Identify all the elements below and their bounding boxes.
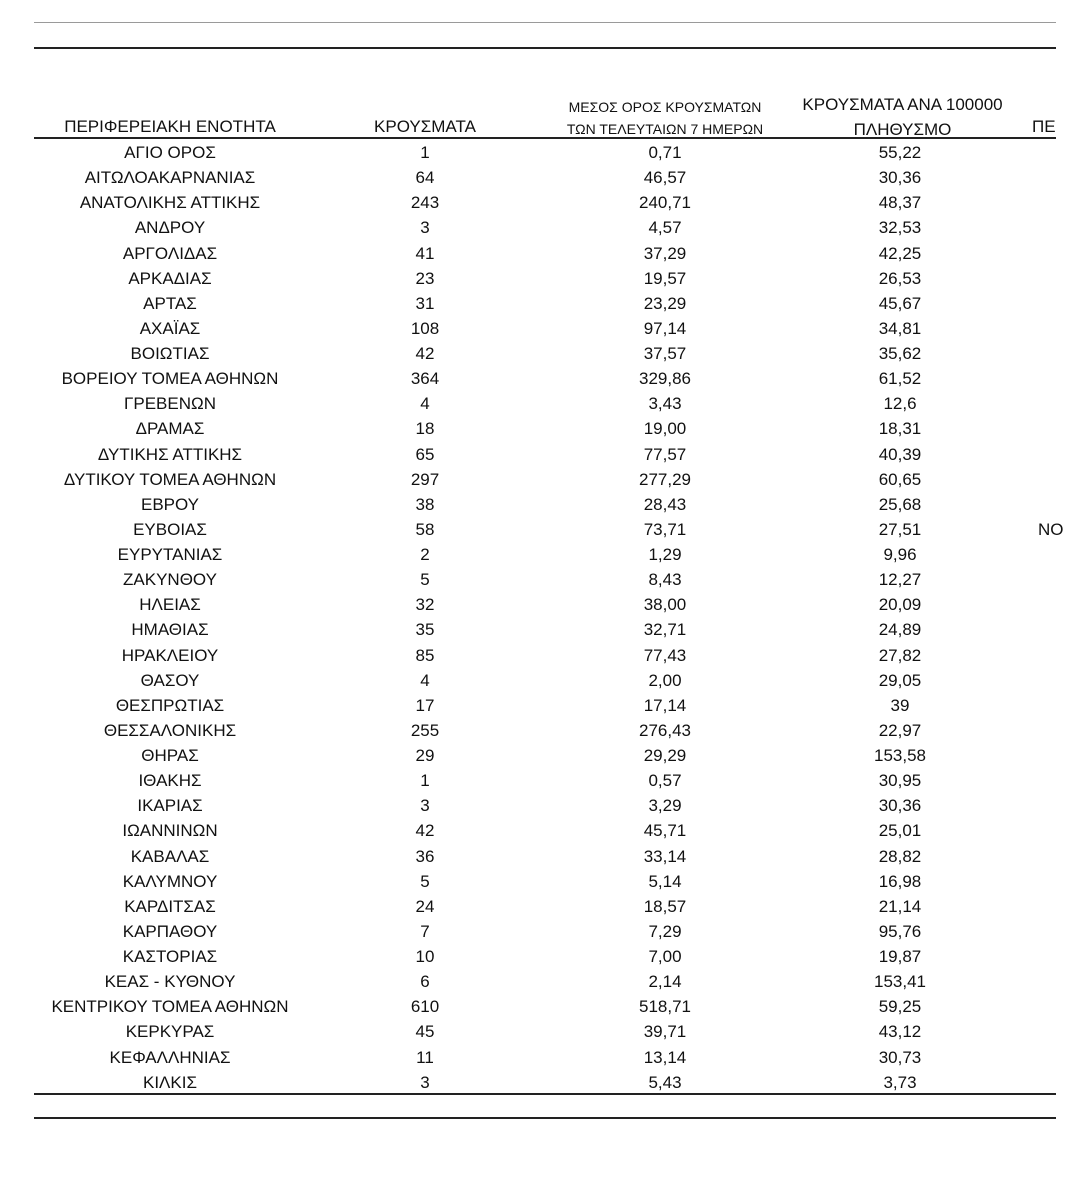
table-row [0, 467, 1056, 492]
region-cell: ΗΡΑΚΛΕΙΟΥ [121, 645, 219, 665]
average-cell: 32,71 [643, 620, 687, 640]
cases-cell: 364 [410, 369, 440, 389]
table-row [0, 266, 1056, 291]
average-cell: 97,14 [643, 318, 687, 338]
per-100k-cell: 43,12 [878, 1022, 922, 1042]
per-100k-cell: 35,62 [878, 344, 922, 363]
table-row [0, 668, 1056, 693]
cases-cell: 85 [415, 645, 435, 665]
region-cell: ΘΗΡΑΣ [141, 746, 199, 765]
average-cell: 37,57 [643, 344, 687, 363]
table-row [0, 919, 1056, 944]
table-row [0, 140, 1056, 165]
table-row [0, 366, 1056, 391]
per-100k-cell: 12,6 [883, 394, 917, 414]
region-cell: ΑΙΤΩΛΟΑΚΑΡΝΑΝΙΑΣ [84, 168, 256, 188]
table-row [0, 1045, 1056, 1070]
table-row [0, 1070, 1056, 1095]
per-100k-cell: 59,25 [878, 997, 922, 1017]
per-100k-cell: 30,73 [878, 1047, 922, 1067]
average-cell: 240,71 [639, 193, 691, 213]
average-cell: 13,14 [643, 1047, 687, 1067]
region-cell: ΔΡΑΜΑΣ [135, 419, 205, 439]
region-cell: ΔΥΤΙΚΗΣ ΑΤΤΙΚΗΣ [97, 444, 243, 464]
average-cell: 45,71 [643, 821, 687, 841]
cases-cell: 11 [416, 1047, 434, 1067]
cases-cell: 1 [420, 771, 430, 791]
per-100k-cell: 60,65 [878, 469, 922, 489]
per-100k-cell: 153,41 [874, 972, 926, 992]
table-row [0, 643, 1056, 668]
per-100k-cell: 30,95 [878, 771, 922, 791]
table-row [0, 592, 1056, 617]
table-row [0, 869, 1056, 894]
average-cell: 46,57 [643, 168, 687, 188]
per-100k-cell: 21,14 [878, 896, 922, 916]
table-row [0, 969, 1056, 994]
average-cell: 0,71 [648, 143, 682, 162]
region-cell: ΚΕΝΤΡΙΚΟΥ ΤΟΜΕΑ ΑΘΗΝΩΝ [51, 997, 289, 1017]
region-cell: ΑΓΙΟ ΟΡΟΣ [124, 143, 216, 162]
region-cell: ΓΡΕΒΕΝΩΝ [124, 394, 216, 414]
per-100k-cell: 27,51 [878, 519, 922, 539]
region-cell: ΚΕΦΑΛΛΗΝΙΑΣ [109, 1047, 231, 1067]
average-cell: 23,29 [643, 293, 687, 313]
region-cell: ΒΟΡΕΙΟΥ ΤΟΜΕΑ ΑΘΗΝΩΝ [61, 369, 279, 389]
region-cell: ΕΒΡΟΥ [140, 494, 200, 514]
table-row [0, 391, 1056, 416]
per-100k-cell: 30,36 [878, 168, 922, 188]
per-100k-cell: 153,58 [874, 746, 926, 765]
average-cell: 28,43 [643, 494, 687, 514]
cases-cell: 243 [410, 193, 440, 213]
average-cell: 0,57 [648, 771, 682, 791]
average-cell: 19,57 [643, 268, 687, 288]
table-row [0, 517, 1064, 542]
average-cell: 29,29 [643, 746, 687, 765]
region-cell: ΑΡΚΑΔΙΑΣ [128, 268, 212, 288]
average-cell: 277,29 [639, 469, 691, 489]
average-cell: 2,00 [648, 670, 682, 690]
average-cell: 37,29 [643, 243, 687, 263]
average-cell: 19,00 [643, 419, 687, 439]
table-row [0, 743, 1056, 768]
per-100k-cell: 22,97 [878, 720, 922, 740]
header-region: ΠΕΡΙΦΕΡΕΙΑΚΗ ΕΝΟΤΗΤΑ [64, 117, 276, 136]
region-cell: ΗΛΕΙΑΣ [139, 595, 201, 615]
average-cell: 276,43 [639, 720, 691, 740]
cases-cell: 29 [415, 746, 435, 765]
top-thin-rule [34, 22, 1056, 23]
table-row [0, 442, 1056, 467]
per-100k-cell: 34,81 [878, 318, 922, 338]
region-cell: ΘΑΣΟΥ [140, 670, 200, 690]
average-cell: 3,29 [648, 796, 682, 816]
header-cut-off-column: ΠΕ [1032, 117, 1056, 136]
table-row [0, 1019, 1056, 1044]
region-cell: ΘΕΣΣΑΛΟΝΙΚΗΣ [103, 720, 237, 740]
table-row [0, 291, 1056, 316]
header-seven-day-average [540, 96, 790, 140]
cases-cell: 18 [415, 419, 435, 439]
per-100k-cell: 28,82 [878, 846, 922, 866]
region-cell: ΑΡΤΑΣ [143, 293, 197, 313]
table-row [0, 944, 1056, 969]
cases-cell: 42 [415, 821, 435, 841]
average-cell: 4,57 [648, 218, 682, 238]
header-average-line-1: ΜΕΣΟΣ ΟΡΟΣ ΚΡΟΥΣΜΑΤΩΝ [568, 99, 762, 115]
per-100k-cell: 9,96 [883, 545, 917, 564]
per-100k-cell: 39 [890, 695, 910, 715]
table-row [0, 316, 1056, 341]
average-cell: 8,43 [648, 570, 682, 590]
per-100k-cell: 55,22 [878, 143, 922, 162]
per-100k-cell: 45,67 [878, 293, 922, 313]
region-cell: ΚΕΑΣ - ΚΥΘΝΟΥ [104, 972, 236, 992]
table-header [0, 88, 1056, 138]
cases-cell: 1 [420, 143, 430, 162]
average-cell: 5,43 [648, 1072, 682, 1092]
cases-cell: 32 [415, 595, 435, 615]
per-100k-cell: 61,52 [878, 369, 922, 389]
header-underline [34, 137, 1056, 139]
cases-cell: 36 [415, 846, 435, 866]
table-row [0, 894, 1056, 919]
cases-cell: 10 [415, 947, 435, 966]
region-cell: ΑΡΓΟΛΙΔΑΣ [122, 243, 218, 263]
per-100k-cell: 48,37 [878, 193, 922, 213]
table-row [0, 768, 1056, 793]
cases-cell: 610 [410, 997, 440, 1017]
per-100k-cell: 26,53 [878, 268, 922, 288]
table-row [0, 416, 1056, 441]
per-100k-cell: 95,76 [878, 921, 922, 941]
header-per-100k-line-2: ΠΛΗΘΥΣΜΟ [853, 120, 952, 139]
region-cell: ΘΕΣΠΡΩΤΙΑΣ [115, 695, 225, 715]
region-cell: ΚΑΒΑΛΑΣ [130, 846, 210, 866]
average-cell: 7,29 [648, 921, 682, 941]
region-cell: ΙΚΑΡΙΑΣ [137, 796, 203, 816]
average-cell: 17,14 [643, 695, 687, 715]
average-cell: 518,71 [639, 997, 691, 1017]
footer-rule [34, 1117, 1056, 1119]
per-100k-cell: 16,98 [878, 871, 922, 891]
average-cell: 5,14 [648, 871, 682, 891]
per-100k-cell: 30,36 [878, 796, 922, 816]
cases-cell: 42 [415, 344, 435, 363]
per-100k-cell: 32,53 [878, 218, 922, 238]
region-cell: ΚΕΡΚΥΡΑΣ [125, 1022, 215, 1042]
cases-cell: 5 [420, 871, 430, 891]
region-cell: ΑΝΔΡΟΥ [134, 218, 206, 238]
header-average-line-2: ΤΩΝ ΤΕΛΕΥΤΑΙΩΝ 7 ΗΜΕΡΩΝ [566, 121, 764, 137]
cases-cell: 3 [420, 1072, 430, 1092]
average-cell: 7,00 [648, 947, 682, 966]
per-100k-cell: 25,68 [878, 494, 922, 514]
region-cell: ΚΑΡΔΙΤΣΑΣ [124, 896, 216, 916]
cases-cell: 255 [410, 720, 440, 740]
cases-cell: 6 [420, 972, 430, 992]
cases-cell: 5 [420, 570, 430, 590]
region-cell: ΚΑΣΤΟΡΙΑΣ [122, 947, 218, 966]
cases-cell: 2 [420, 545, 430, 564]
region-cell: ΒΟΙΩΤΙΑΣ [130, 344, 210, 363]
table-row [0, 190, 1056, 215]
cases-cell: 3 [420, 218, 430, 238]
region-cell: ΔΥΤΙΚΟΥ ΤΟΜΕΑ ΑΘΗΝΩΝ [63, 469, 277, 489]
cases-cell: 297 [410, 469, 440, 489]
per-100k-cell: 25,01 [878, 821, 922, 841]
header-per-100k-line-1: ΚΡΟΥΣΜΑΤΑ ΑΝΑ 100000 [802, 95, 1003, 114]
table-row [0, 215, 1056, 240]
region-cell: ΚΙΛΚΙΣ [143, 1072, 197, 1092]
cases-cell: 7 [420, 921, 430, 941]
average-cell: 38,00 [643, 595, 687, 615]
cases-cell: 4 [420, 670, 430, 690]
table-row [0, 567, 1056, 592]
average-cell: 33,14 [643, 846, 687, 866]
cases-cell: 23 [415, 268, 435, 288]
cases-cell: 4 [420, 394, 430, 414]
table-body [0, 140, 1064, 1095]
per-100k-cell: 42,25 [878, 243, 922, 263]
per-100k-cell: 27,82 [878, 645, 922, 665]
average-cell: 77,57 [643, 444, 687, 464]
average-cell: 18,57 [643, 896, 687, 916]
average-cell: 3,43 [648, 394, 682, 414]
table-row [0, 818, 1056, 843]
cases-cell: 41 [415, 243, 435, 263]
cases-cell: 64 [415, 168, 435, 188]
table-row [0, 492, 1056, 517]
cases-cell: 35 [415, 620, 435, 640]
per-100k-cell: 40,39 [878, 444, 922, 464]
per-100k-cell: 19,87 [878, 947, 922, 966]
header-cases-per-100k [780, 92, 1025, 142]
region-cell: ΗΜΑΘΙΑΣ [131, 620, 209, 640]
cases-cell: 24 [415, 896, 435, 916]
cases-cell: 3 [420, 796, 430, 816]
table-row [0, 241, 1056, 266]
cases-cell: 45 [415, 1022, 435, 1042]
table-row [0, 617, 1056, 642]
region-cell: ΑΧΑΪΑΣ [139, 318, 201, 338]
per-100k-cell: 24,89 [878, 620, 922, 640]
average-cell: 1,29 [648, 545, 682, 564]
region-cell: ΙΘΑΚΗΣ [138, 771, 202, 791]
region-cell: ΕΥΡΥΤΑΝΙΑΣ [117, 545, 223, 564]
average-cell: 73,71 [643, 519, 687, 539]
table-row [0, 693, 1056, 718]
cases-cell: 65 [415, 444, 435, 464]
region-cell: ΚΑΡΠΑΘΟΥ [122, 921, 218, 941]
cases-cell: 108 [410, 318, 440, 338]
per-100k-cell: 20,09 [878, 595, 922, 615]
region-cell: ΙΩΑΝΝΙΝΩΝ [122, 821, 218, 841]
cases-cell: 58 [415, 519, 435, 539]
cases-cell: 17 [415, 695, 435, 715]
average-cell: 39,71 [643, 1022, 687, 1042]
table-row [0, 542, 1056, 567]
per-100k-cell: 3,73 [883, 1072, 917, 1092]
table-row [0, 844, 1056, 869]
cases-cell: 31 [415, 293, 435, 313]
average-cell: 329,86 [639, 369, 691, 389]
region-cell: ΖΑΚΥΝΘΟΥ [123, 570, 217, 590]
cut-off-cell: ΝΟ [1038, 519, 1064, 539]
table-row [0, 793, 1056, 818]
average-cell: 77,43 [643, 645, 687, 665]
region-cell: ΚΑΛΥΜΝΟΥ [122, 871, 218, 891]
table-row [0, 718, 1056, 743]
cases-cell: 38 [415, 494, 435, 514]
per-100k-cell: 12,27 [878, 570, 922, 590]
per-100k-cell: 29,05 [878, 670, 922, 690]
region-cell: ΑΝΑΤΟΛΙΚΗΣ ΑΤΤΙΚΗΣ [79, 193, 261, 213]
header-cases: ΚΡΟΥΣΜΑΤΑ [374, 117, 476, 136]
top-thick-rule [34, 47, 1056, 49]
table-row [0, 994, 1056, 1019]
per-100k-cell: 18,31 [878, 419, 922, 439]
average-cell: 2,14 [648, 972, 682, 992]
region-cell: ΕΥΒΟΙΑΣ [133, 519, 207, 539]
table-row [0, 341, 1056, 366]
table-row [0, 165, 1056, 190]
table-bottom-rule [34, 1093, 1056, 1095]
